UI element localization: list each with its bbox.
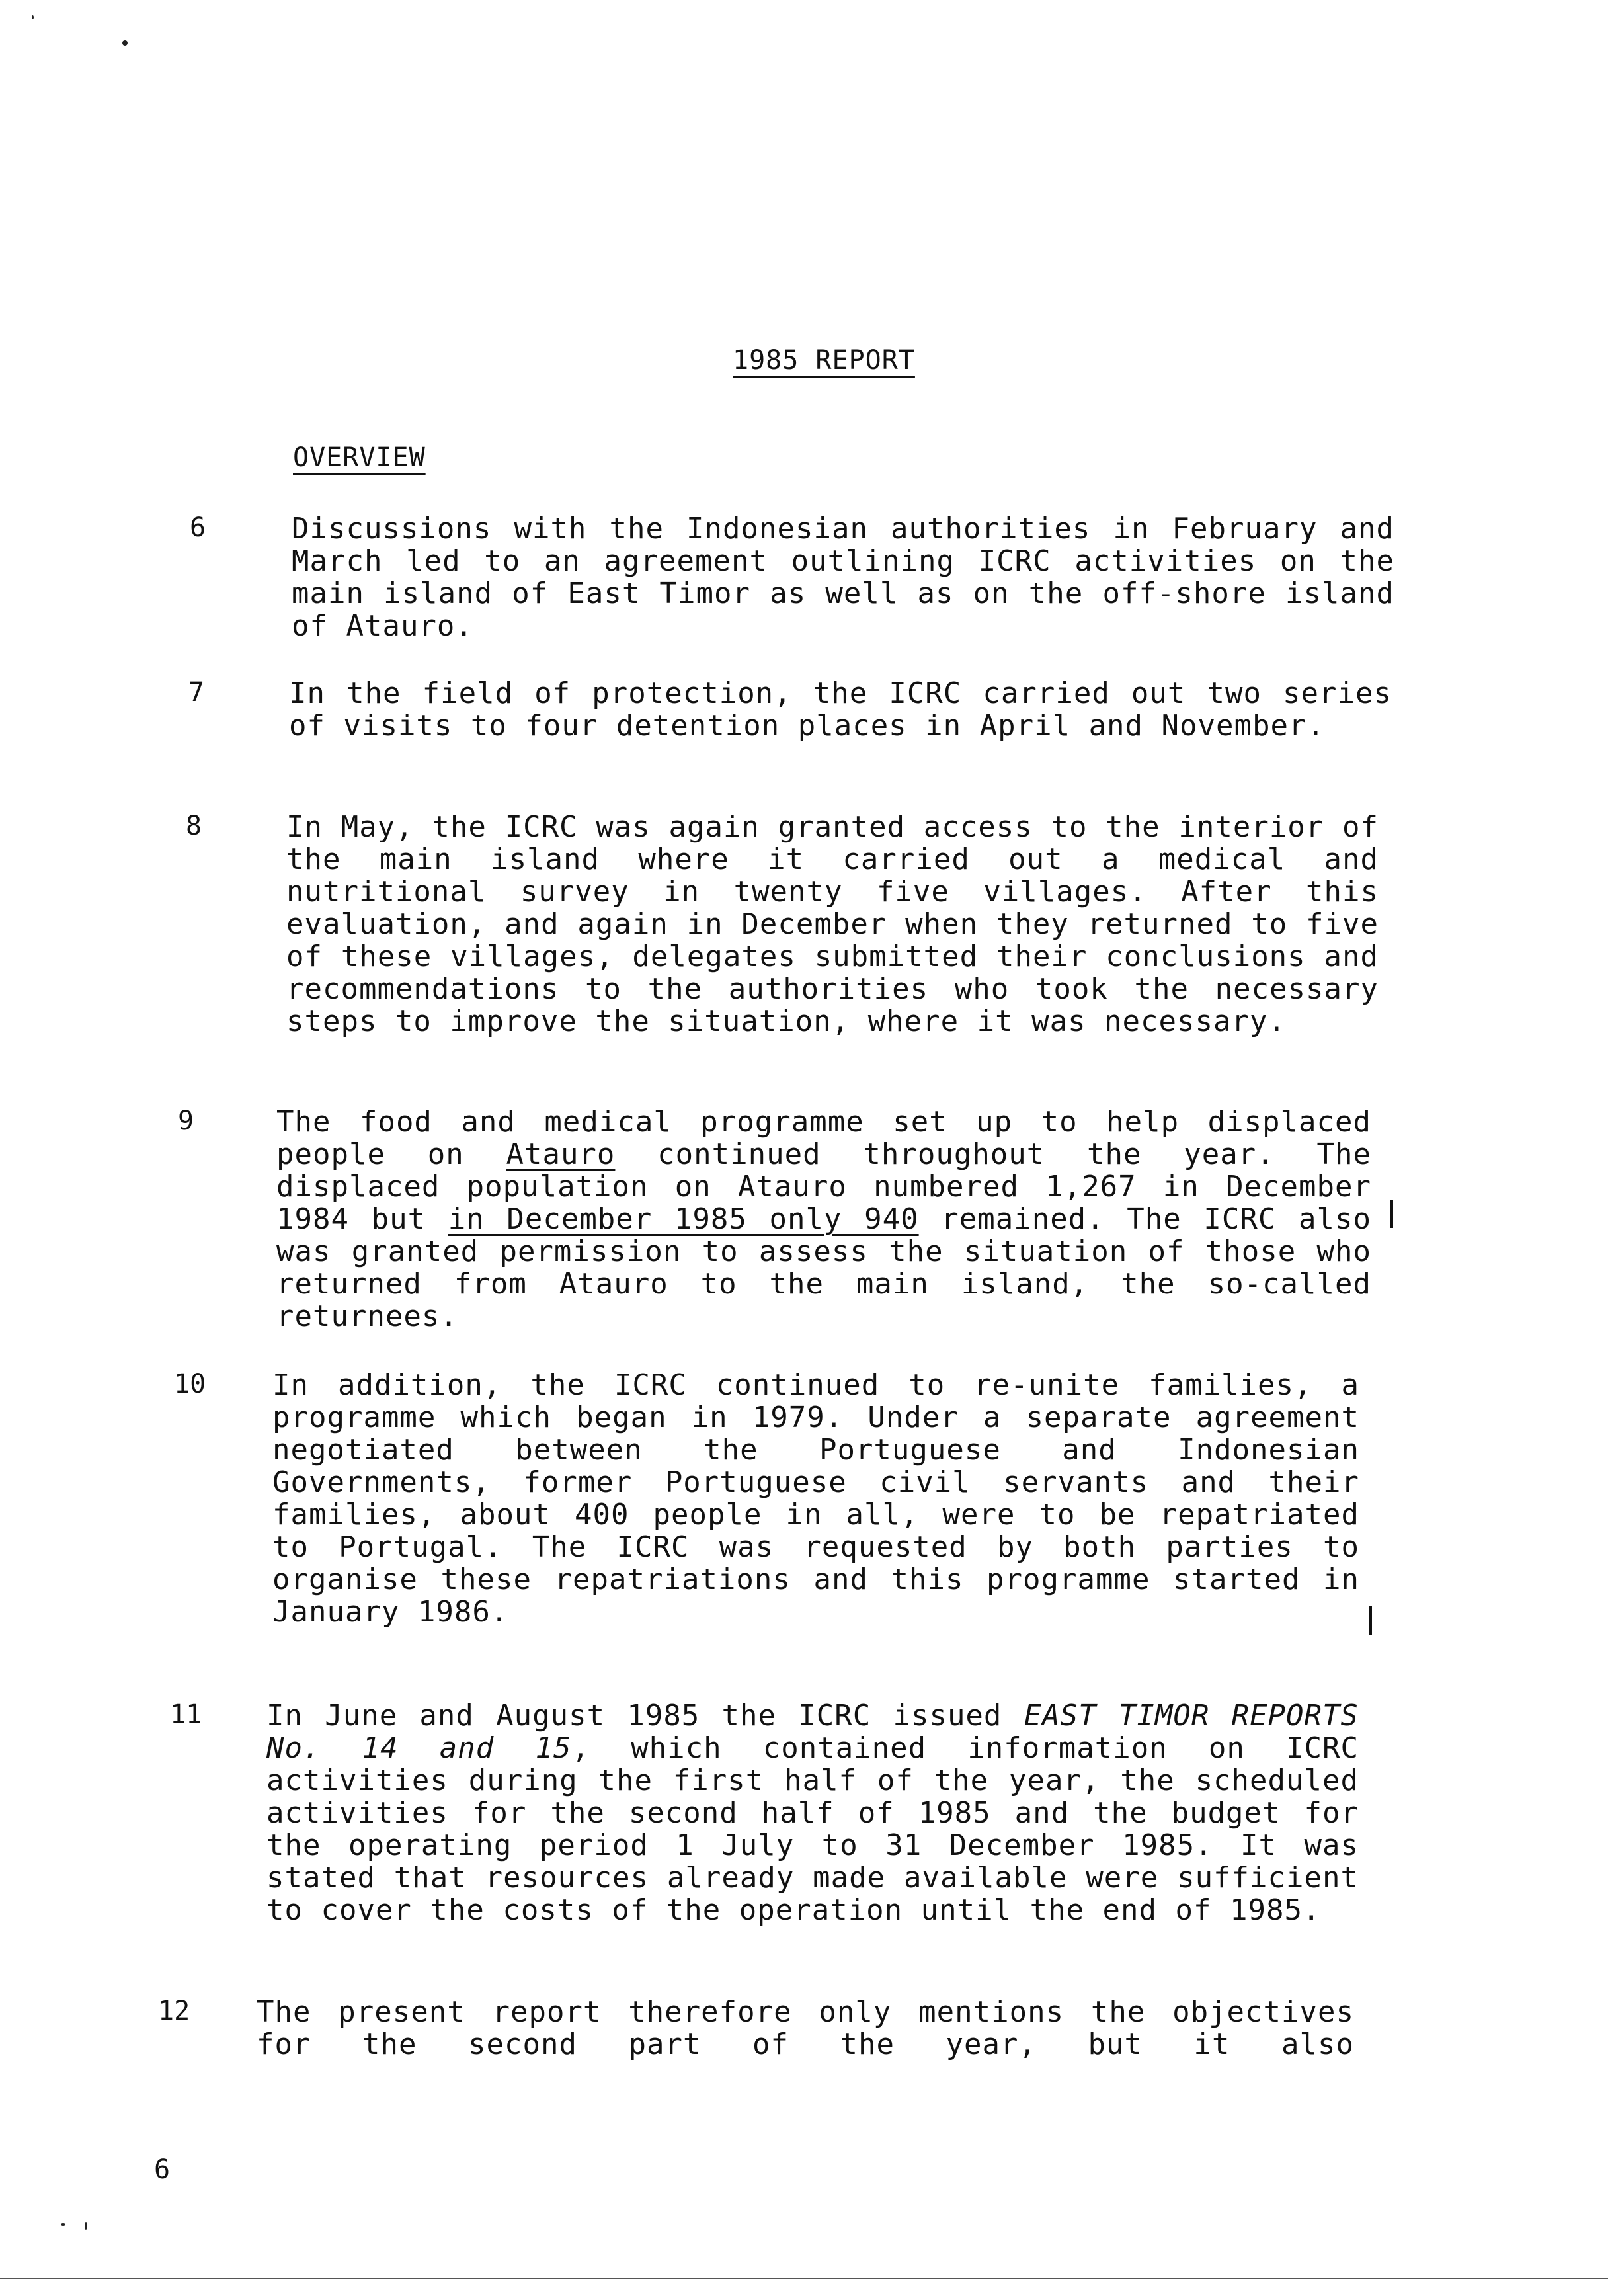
- text-segment: In June and August 1985 the ICRC issued: [266, 1699, 1024, 1733]
- text-segment: , which contained information on ICRC activities during the first half of the year, the scheduled activities for the second half of 1985 and the budget for the operating period 1 July to 31 December 1985. It was stated that resources already made available were sufficient to cover the costs of the operation until the end of 1985.: [266, 1731, 1359, 1927]
- margin-mark: [1369, 1606, 1372, 1635]
- italic-text: EAST TIMOR REPORTS No. 14 and 15: [266, 1699, 1359, 1765]
- scan-speck: [122, 40, 128, 46]
- paragraph-text: The present report therefore only mentions the objectives for the second part of the year, but it also: [257, 1995, 1354, 2061]
- page-number: 6: [154, 2154, 171, 2185]
- report-title: 1985 REPORT: [733, 345, 915, 376]
- scan-speck: [85, 2222, 87, 2230]
- paragraph-text: [266, 1700, 1359, 1926]
- section-heading-overview: OVERVIEW: [293, 442, 426, 473]
- paragraph-text: In addition, the ICRC continued to re-unite families, a programme which began in 1979. Under a separate agreement negotiated between the Portuguese and Indonesian Governments, former Portuguese civil servants and their families, about 400 people in all, were to be repatriated to Portugal. The ICRC was requested by both parties to organise these repatriations and this programme started in January 1986.: [272, 1368, 1359, 1629]
- paragraph-text: [276, 1106, 1371, 1332]
- paragraph-number: 9: [178, 1106, 194, 1136]
- paragraph-number: 10: [174, 1369, 206, 1399]
- underlined-text: Atauro: [506, 1137, 616, 1171]
- text-segment: continued throughout the year. The displaced population on Atauro numbered 1,267 in December 1984 but: [276, 1137, 1371, 1236]
- paragraph-text: Discussions with the Indonesian authorities in February and March led to an agreement outlining ICRC activities on the main island of East Timor as well as on the off-shore island of Atauro.: [292, 512, 1394, 643]
- paragraph-text: In the field of protection, the ICRC carried out two series of visits to four detention places in April and November.: [289, 676, 1392, 743]
- paragraph-text: In May, the ICRC was again granted access to the interior of the main island where it carried out a medical and nutritional survey in twenty five villages. After this evaluation, and again in December when they returned to five of these villages, delegates submitted their conclusions and recommendations to the authorities who took the necessary steps to improve the situation, where it was necessary.: [286, 810, 1379, 1038]
- paragraph-number: 12: [158, 1996, 190, 2026]
- scan-speck: [61, 2223, 65, 2226]
- paragraph-number: 6: [190, 512, 206, 543]
- underlined-text: in December 1985 only 940: [448, 1202, 919, 1236]
- paragraph-number: 8: [186, 811, 202, 841]
- scan-speck: [32, 15, 34, 19]
- bottom-scan-edge: [0, 2278, 1608, 2279]
- text-segment: The food and medical programme set up to help displaced people on: [276, 1105, 1371, 1171]
- paragraph-number: 11: [170, 1700, 202, 1730]
- margin-mark: [1390, 1200, 1393, 1228]
- text-segment: remained. The ICRC also was granted permission to assess the situation of those who returned from Atauro to the main island, the so-called returnees.: [276, 1202, 1371, 1333]
- paragraph-number: 7: [188, 677, 205, 708]
